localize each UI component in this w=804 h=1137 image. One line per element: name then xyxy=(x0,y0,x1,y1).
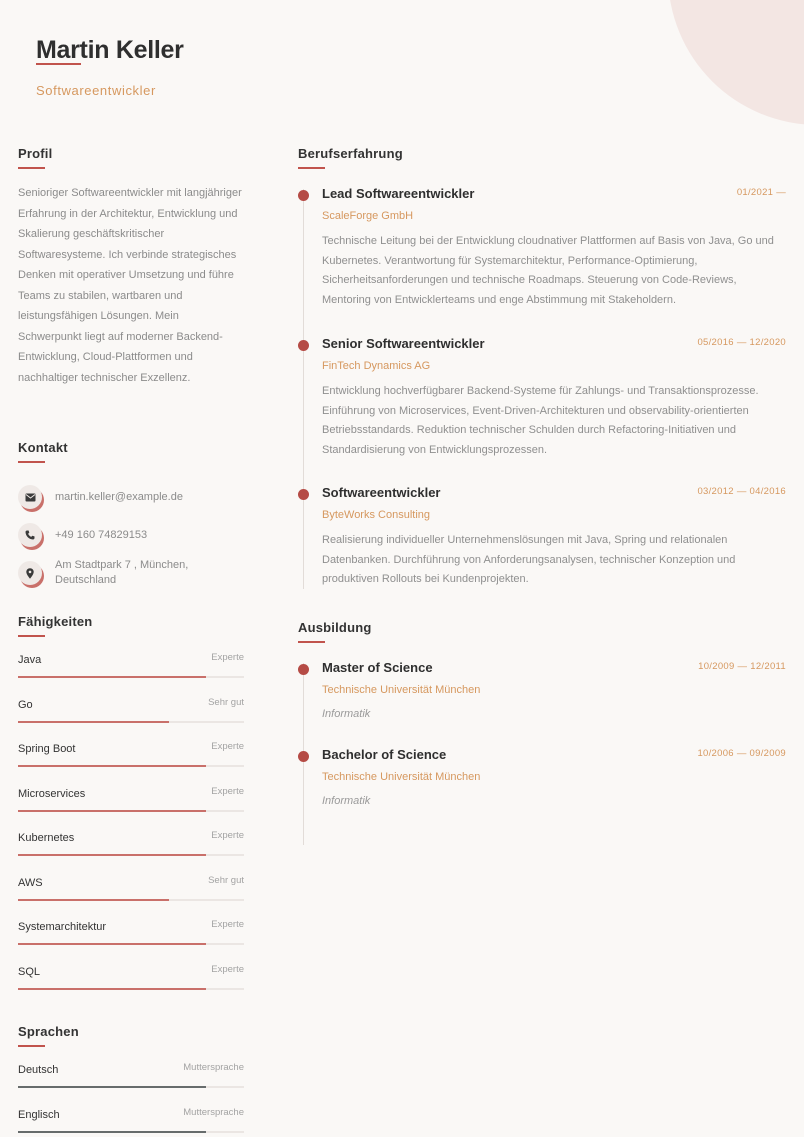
language-level-fill xyxy=(18,1131,206,1133)
education-section xyxy=(298,620,786,826)
skill-level-bar xyxy=(18,854,244,856)
education-heading: Ausbildung xyxy=(298,620,372,635)
experience-description: Technische Leitung bei der Entwicklung cloudnativer Plattformen auf Basis von Java, Go und Kubernetes. Verantwortung für Systemarchitektur, Performance-Optimierung, Sicherheitsanforderungen und technische Roadmaps. Steuerung von Code-Reviews, Mentoring von Entwicklerteams und enge Abstimmung mit Stakeholdern. xyxy=(322,235,774,306)
skill-level: Sehr gut xyxy=(208,874,244,886)
skill-level-bar xyxy=(18,943,244,945)
education-institution: Technische Universität München xyxy=(322,771,481,783)
skill-item xyxy=(18,825,244,870)
languages-heading-underline xyxy=(18,1045,45,1047)
education-entry xyxy=(298,746,786,826)
contact-address: Am Stadtpark 7 , München, Deutschland xyxy=(55,559,189,586)
timeline-dot xyxy=(298,664,309,675)
skill-name: SQL xyxy=(18,965,41,978)
skill-level: Experte xyxy=(211,963,244,975)
skills-heading: Fähigkeiten xyxy=(18,614,93,629)
job-title: Softwareentwickler xyxy=(36,83,156,98)
skill-item xyxy=(18,959,244,1004)
profile-section xyxy=(18,146,244,388)
profile-heading-underline xyxy=(18,167,45,169)
skill-level-fill xyxy=(18,810,206,812)
skill-level-fill xyxy=(18,943,206,945)
timeline-dot xyxy=(298,489,309,500)
experience-date: 01/2021 — xyxy=(736,187,786,198)
skill-item xyxy=(18,781,244,826)
experience-date: 05/2016 — 12/2020 xyxy=(697,337,786,348)
experience-date: 03/2012 — 04/2016 xyxy=(697,486,786,497)
skill-name: Spring Boot xyxy=(18,743,76,755)
contact-item-phone xyxy=(18,516,244,554)
experience-entry xyxy=(298,484,786,594)
experience-entry xyxy=(298,335,786,484)
experience-title: Lead Softwareentwickler xyxy=(322,186,475,201)
contact-item-address xyxy=(18,554,244,592)
skill-level-fill xyxy=(18,899,169,901)
contact-item-email xyxy=(18,478,244,516)
skill-level: Experte xyxy=(211,741,244,752)
skill-item xyxy=(18,647,244,692)
profile-text: Senioriger Softwareentwickler mit langjähriger Erfahrung in der Architektur, Entwicklung und Skalierung geschäftskritischer Softwaresysteme. Ich verbinde strategisches Denken mit operativer Umsetzung und führe Teams zu stabilen, wartbaren und leistungsfähigen Lösungen. Mein Schwerpunkt liegt auf moderner Backend-Entwicklung, Cloud-Plattformen und nachhaltiger technischer Exzellenz. xyxy=(18,187,242,384)
education-date: 10/2006 — 09/2009 xyxy=(697,748,786,759)
contact-heading: Kontakt xyxy=(18,440,68,455)
language-level-bar xyxy=(18,1086,244,1088)
language-list xyxy=(18,1057,244,1137)
skill-level: Experte xyxy=(211,652,244,663)
contact-heading-underline xyxy=(18,461,45,463)
skill-level: Experte xyxy=(211,785,244,797)
profile-heading: Profil xyxy=(18,146,53,161)
skill-level: Sehr gut xyxy=(208,696,244,708)
contact-list xyxy=(18,478,244,592)
skill-level-fill xyxy=(18,765,206,767)
languages-heading: Sprachen xyxy=(18,1024,79,1039)
phone-icon xyxy=(18,523,42,547)
experience-timeline xyxy=(298,185,786,594)
skills-section xyxy=(18,614,244,1003)
skill-item xyxy=(18,914,244,959)
language-item xyxy=(18,1057,244,1102)
skill-level-fill xyxy=(18,854,206,856)
languages-section xyxy=(18,1024,244,1137)
degree-title: Master of Science xyxy=(322,660,433,675)
skill-level-bar xyxy=(18,988,244,990)
skill-name: AWS xyxy=(18,876,43,889)
skill-level-bar xyxy=(18,899,244,901)
experience-heading-underline xyxy=(298,167,325,169)
skill-list xyxy=(18,647,244,1003)
language-level-fill xyxy=(18,1086,206,1088)
contact-section xyxy=(18,440,244,592)
skill-name: Systemarchitektur xyxy=(18,921,107,933)
timeline-dot xyxy=(298,190,309,201)
timeline-dot xyxy=(298,340,309,351)
experience-entry xyxy=(298,185,786,335)
education-date: 10/2009 — 12/2011 xyxy=(698,661,786,672)
contact-phone[interactable]: +49 160 74829153 xyxy=(55,528,148,541)
skill-level-fill xyxy=(18,988,206,990)
experience-section xyxy=(298,146,786,594)
location-pin-icon xyxy=(18,561,42,585)
skill-level: Experte xyxy=(211,919,244,930)
experience-company: ByteWorks Consulting xyxy=(322,509,431,521)
contact-email[interactable]: martin.keller@example.de xyxy=(55,490,183,503)
header xyxy=(36,34,184,98)
corner-decoration xyxy=(668,0,804,125)
language-item xyxy=(18,1102,244,1137)
experience-company: FinTech Dynamics AG xyxy=(322,360,431,372)
skill-level-bar xyxy=(18,676,244,678)
skill-name: Kubernetes xyxy=(18,832,75,844)
skill-item xyxy=(18,736,244,781)
experience-title: Softwareentwickler xyxy=(322,485,441,500)
skill-level: Experte xyxy=(211,830,244,841)
education-institution: Technische Universität München xyxy=(322,684,481,696)
skill-level-bar xyxy=(18,810,244,812)
education-timeline xyxy=(298,659,786,826)
language-level-bar xyxy=(18,1131,244,1133)
person-name: Martin Keller xyxy=(36,36,184,64)
language-name: Deutsch xyxy=(18,1064,59,1076)
language-level: Muttersprache xyxy=(183,1062,244,1073)
education-entry xyxy=(298,659,786,746)
skill-name: Java xyxy=(18,654,42,666)
skill-level-bar xyxy=(18,721,244,723)
experience-company: ScaleForge GmbH xyxy=(322,210,414,222)
experience-title: Senior Softwareentwickler xyxy=(322,336,485,351)
skill-level-fill xyxy=(18,721,169,723)
skill-name: Microservices xyxy=(18,787,86,800)
experience-heading: Berufserfahrung xyxy=(298,146,403,161)
education-field: Informatik xyxy=(322,708,371,720)
experience-description: Entwicklung hochverfügbarer Backend-Systeme für Zahlungs- und Transaktionsprozesse. Einführung von Microservices, Event-Driven-Architekturen und observability-orientierten Betriebsstandards. Reduktion technischer Schulden durch Refactoring-Initiativen und Standardisierung von Entwicklungsprozessen. xyxy=(322,385,759,456)
education-heading-underline xyxy=(298,641,325,643)
skills-heading-underline xyxy=(18,635,45,637)
degree-title: Bachelor of Science xyxy=(322,747,447,762)
education-field: Informatik xyxy=(322,795,371,807)
skill-name: Go xyxy=(18,698,33,711)
experience-description: Realisierung individueller Unternehmenslösungen mit Java, Spring und relationalen Datenbanken. Durchführung von Anforderungsanalysen, technischer Konzeption und produktiven Rollouts bei Kundenprojekten. xyxy=(322,534,736,585)
mail-icon xyxy=(18,485,42,509)
skill-item xyxy=(18,692,244,737)
skill-level-bar xyxy=(18,765,244,767)
language-level: Muttersprache xyxy=(183,1106,244,1118)
language-name: Englisch xyxy=(18,1108,60,1121)
timeline-dot xyxy=(298,751,309,762)
skill-level-fill xyxy=(18,676,206,678)
skill-item xyxy=(18,870,244,915)
